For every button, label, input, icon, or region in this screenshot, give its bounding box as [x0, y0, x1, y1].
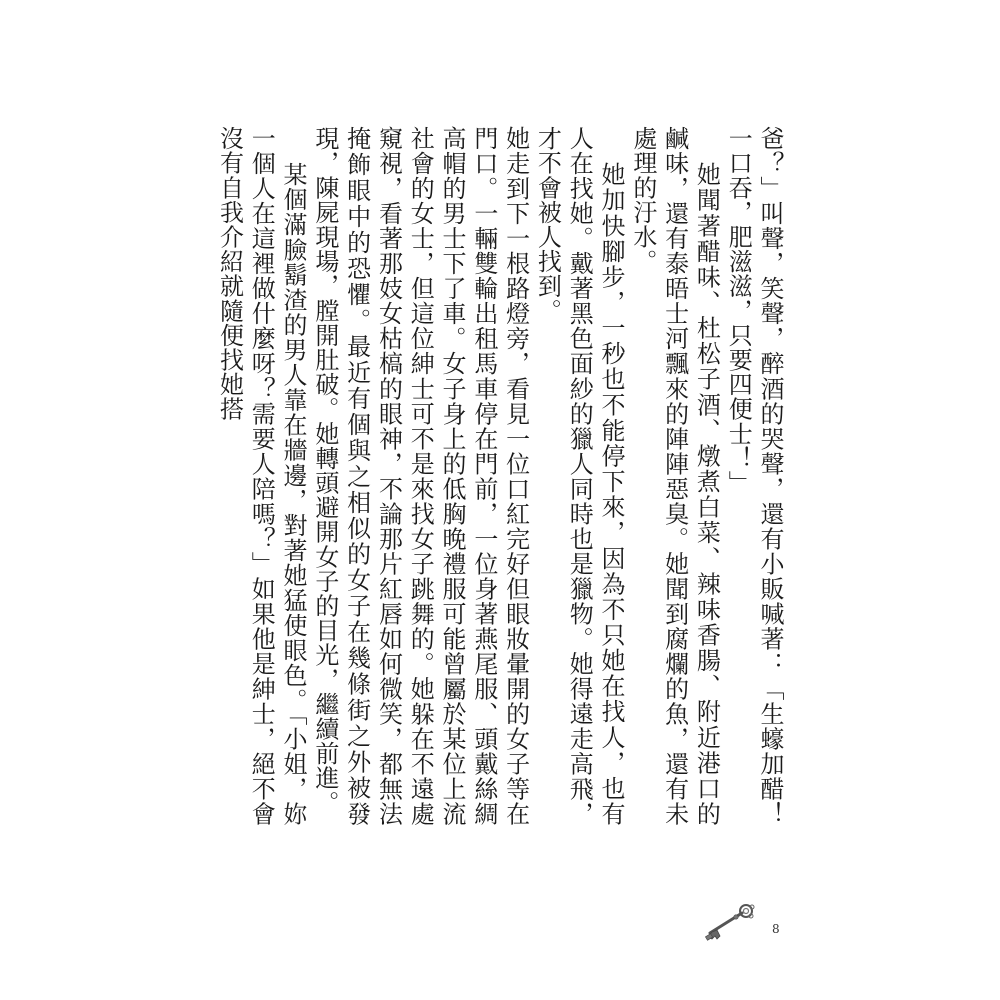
- paragraph-2: 她聞著醋味、杜松子酒、燉煮白菜、辣味香腸、附近港口的鹹味，還有泰晤士河飄來的陣陣惡臭。她聞到腐爛的魚，還有未處理的汙水。: [628, 126, 721, 826]
- paragraph-5: 某個滿臉鬍渣的男人靠在牆邊，對著她猛使眼色。「小姐，妳一個人在這裡做什麼呀？需要人陪嗎？」如果他是紳士，絕不會沒有自我介紹就隨便找她搭: [215, 126, 308, 826]
- paragraph-4: 她走到下一根路燈旁，看見一位口紅完好但眼妝暈開的女子等在門口。一輛雙輪出租馬車停在門前，一位身著燕尾服、頭戴絲綢高帽的男士下了車。女子身上的低胸晚禮服可能曾屬於某位上流社會的女士，但這位紳士可不是來找女子跳舞的。她躲在不遠處窺視，看著那妓女枯槁的眼神，不論那片紅唇如何微笑，都無法掩飾眼中的恐懼。最近有個與之相似的女子在幾條街之外被發現，陳屍現場，膛開肚破。她轉頭避開女子的目光，繼續前進。: [310, 126, 530, 826]
- body-text: [215, 126, 785, 826]
- page-number: 8: [772, 922, 780, 936]
- key-icon: [698, 903, 758, 943]
- paragraph-1: 爸？」叫聲，笑聲，醉酒的哭聲，還有小販喊著：「生蠔加醋！一口吞，肥滋滋，只要四便士！」: [724, 126, 784, 826]
- paragraph-3: 她加快腳步，一秒也不能停下來，因為不只她在找人，也有人在找她。戴著黑色面紗的獵人同時也是獵物。她得遠走高飛，才不會被人找到。: [533, 126, 626, 826]
